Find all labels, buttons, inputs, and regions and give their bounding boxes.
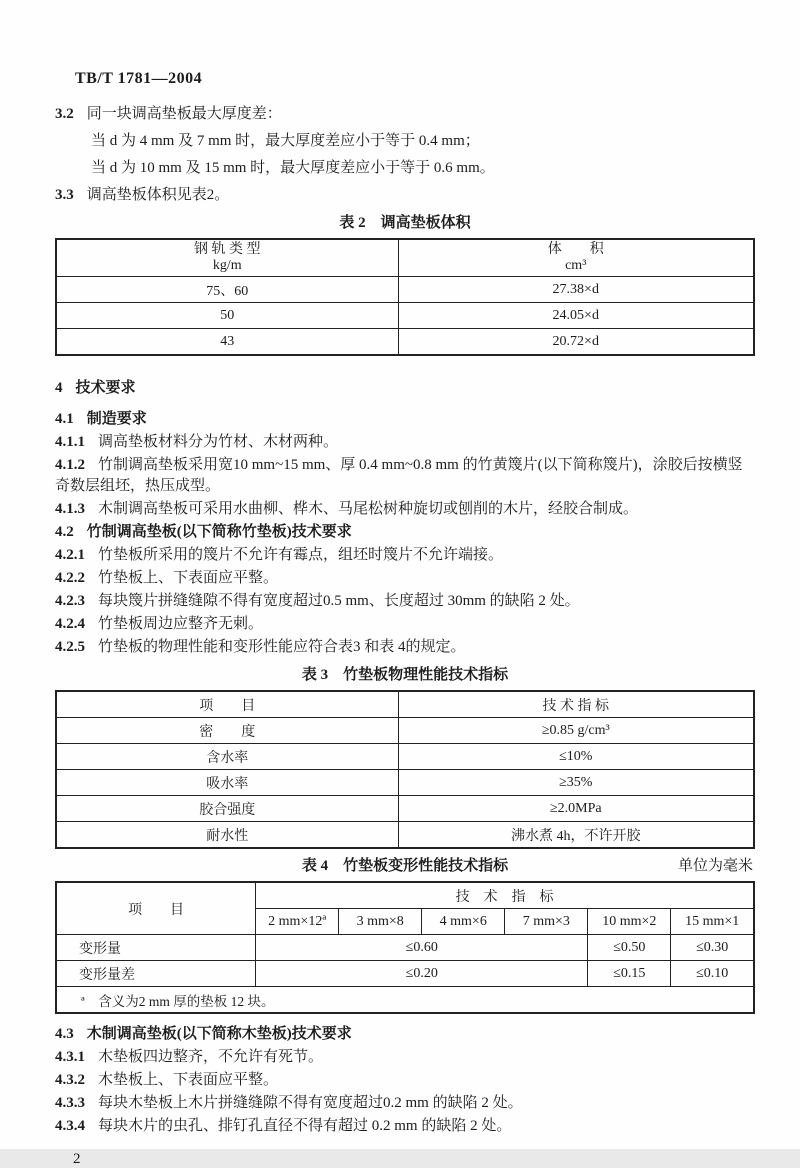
cell-item: 耐水性 [56,822,398,849]
clause-text: 竹垫板周边应整齐无刺。 [98,616,264,632]
clause-text: 竹制调高垫板采用宽10 mm~15 mm、厚 0.4 mm~0.8 mm 的竹黄篾片(以下简称篾片)，涂胶后按横竖奇数层组坯，热压成型。 [55,457,743,494]
heading-text: 竹制调高垫板(以下简称竹垫板)技术要求 [86,524,352,540]
cell-item: 含水率 [56,744,398,770]
table-4-col: 15 mm×1 [671,909,754,935]
clause-4-1-1 [55,432,755,453]
clause-text: 同一块调高垫板最大厚度差： [86,106,282,122]
clause-number: 3.3 [55,187,74,203]
section-3 [55,104,755,206]
clause-text: 当 d 为 10 mm 及 15 mm 时，最大厚度差应小于等于 0.6 mm。 [91,160,495,176]
table-3-caption: 表 3 竹垫板物理性能技术指标 [301,667,509,683]
clause-text: 木垫板四边整齐，不允许有死节。 [98,1049,324,1065]
section-4 [55,378,755,658]
clause-number: 4.2.1 [55,547,85,563]
clause-3-2-sub-2 [91,158,755,179]
clause-3-2 [55,104,755,125]
header-line: 钢 轨 类 型 [194,242,261,257]
clause-number: 4.2.3 [55,593,85,609]
cell-item: 胶合强度 [56,796,398,822]
clause-text: 竹垫板的物理性能和变形性能应符合表3 和表 4的规定。 [98,639,466,655]
clause-number: 4.1.2 [55,457,85,473]
cell-row-label: 变形量 [56,935,256,961]
clause-number: 4.2.5 [55,639,85,655]
table-4-footnote-row [56,987,754,1014]
heading-text: 制造要求 [86,411,147,427]
clause-4-3-2 [55,1070,755,1091]
cell-rail-type: 75、60 [56,277,398,303]
cell-item: 吸水率 [56,770,398,796]
header-unit: cm³ [565,258,587,273]
table-4-header-item: 项 目 [56,882,256,935]
clause-text: 木垫板上、下表面应平整。 [98,1072,279,1088]
cell-item: 密 度 [56,718,398,744]
cell-merged-value: ≤0.20 [256,961,588,987]
clause-4-2-2 [55,568,755,589]
heading-4 [55,378,755,399]
cell-value: ≤0.15 [588,961,671,987]
table-4-caption: 表 4 竹垫板变形性能技术指标 [301,858,509,874]
clause-number: 4.1.3 [55,501,85,517]
table-3-header-row [56,691,754,718]
table-row [56,935,754,961]
clause-number: 4.2.4 [55,616,85,632]
cell-row-label: 变形量差 [56,961,256,987]
section-4-3 [55,1024,755,1137]
clause-4-2-4 [55,614,755,635]
clause-number: 4.2 [55,524,74,540]
cell-value: ≤0.10 [671,961,754,987]
cell-merged-value: ≤0.60 [256,935,588,961]
table-4-caption-row [55,857,755,875]
cell-spec: ≥0.85 g/cm³ [398,718,754,744]
clause-number: 4.3.2 [55,1072,85,1088]
clause-number: 4.1.1 [55,434,85,450]
clause-4-2-3 [55,591,755,612]
clause-text: 调高垫板材料分为竹材、木材两种。 [98,434,339,450]
clause-4-2-5 [55,637,755,658]
table-2-header-row [56,239,754,277]
table-3 [55,690,755,849]
table-4-col: 2 mm×12ª [256,909,339,935]
table-4-col: 3 mm×8 [339,909,422,935]
table-2-caption: 表 2 调高垫板体积 [339,215,471,231]
table-row [56,303,754,329]
table-4 [55,881,755,1014]
table-row [56,770,754,796]
clause-3-2-sub-1 [91,131,755,152]
table-4-col: 4 mm×6 [422,909,505,935]
table-row [56,822,754,849]
clause-text: 木制调高垫板可采用水曲柳、桦木、马尾松树种旋切或刨削的木片，经胶合制成。 [98,501,639,517]
cell-volume: 20.72×d [398,329,754,356]
table-row [56,796,754,822]
clause-4-2-1 [55,545,755,566]
cell-rail-type: 50 [56,303,398,329]
table-row [56,744,754,770]
clause-text: 每块篾片拼缝缝隙不得有宽度超过0.5 mm、长度超过 30mm 的缺陷 2 处。 [98,593,580,609]
cell-spec: 沸水煮 4h，不许开胶 [398,822,754,849]
clause-number: 3.2 [55,106,74,122]
heading-4-2 [55,522,755,543]
table-4-col: 10 mm×2 [588,909,671,935]
clause-number: 4.2.2 [55,570,85,586]
clause-3-3 [55,185,755,206]
clause-4-1-3 [55,499,755,520]
cell-spec: ≥2.0MPa [398,796,754,822]
heading-text: 技术要求 [75,380,136,396]
clause-4-3-4 [55,1116,755,1137]
table-row [56,961,754,987]
clause-text: 调高垫板体积见表2。 [86,187,230,203]
table-3-header-item: 项 目 [56,691,398,718]
clause-number: 4.3.3 [55,1095,85,1111]
cell-value: ≤0.30 [671,935,754,961]
clause-text: 竹垫板所采用的篾片不允许有霉点，组坯时篾片不允许端接。 [98,547,504,563]
table-2-header-rail-type [56,239,398,277]
table-row [56,718,754,744]
heading-4-1 [55,409,755,430]
clause-4-1-2 [55,455,755,497]
clause-text: 每块木片的虫孔、排钉孔直径不得有超过 0.2 mm 的缺陷 2 处。 [98,1118,512,1134]
clause-number: 4.3.1 [55,1049,85,1065]
cell-value: ≤0.50 [588,935,671,961]
table-4-header-row-1 [56,882,754,909]
clause-number: 4.1 [55,411,74,427]
clause-text: 每块木垫板上木片拼缝缝隙不得有宽度超过0.2 mm 的缺陷 2 处。 [98,1095,523,1111]
table-2-header-volume [398,239,754,277]
header-line: 体 积 [547,242,604,257]
page-number: 2 [73,1151,81,1167]
cell-volume: 24.05×d [398,303,754,329]
heading-text: 木制调高垫板(以下简称木垫板)技术要求 [86,1026,352,1042]
clause-number: 4 [55,380,63,396]
table-row [56,329,754,356]
clause-number: 4.3 [55,1026,74,1042]
clause-4-3-1 [55,1047,755,1068]
table-4-unit: 单位为毫米 [677,858,753,874]
table-3-header-spec: 技 术 指 标 [398,691,754,718]
table-2 [55,238,755,356]
table-4-footnote: ª 含义为2 mm 厚的垫板 12 块。 [56,987,754,1014]
table-4-header-spec-group: 技 术 指 标 [256,882,754,909]
table-4-col: 7 mm×3 [505,909,588,935]
cell-rail-type: 43 [56,329,398,356]
cell-volume: 27.38×d [398,277,754,303]
cell-spec: ≤10% [398,744,754,770]
cell-spec: ≥35% [398,770,754,796]
standard-number: TB/T 1781—2004 [75,70,203,87]
clause-4-3-3 [55,1093,755,1114]
clause-text: 竹垫板上、下表面应平整。 [98,570,279,586]
clause-number: 4.3.4 [55,1118,85,1134]
clause-text: 当 d 为 4 mm 及 7 mm 时，最大厚度差应小于等于 0.4 mm； [91,133,480,149]
heading-4-3 [55,1024,755,1045]
table-row [56,277,754,303]
header-unit: kg/m [212,258,242,273]
